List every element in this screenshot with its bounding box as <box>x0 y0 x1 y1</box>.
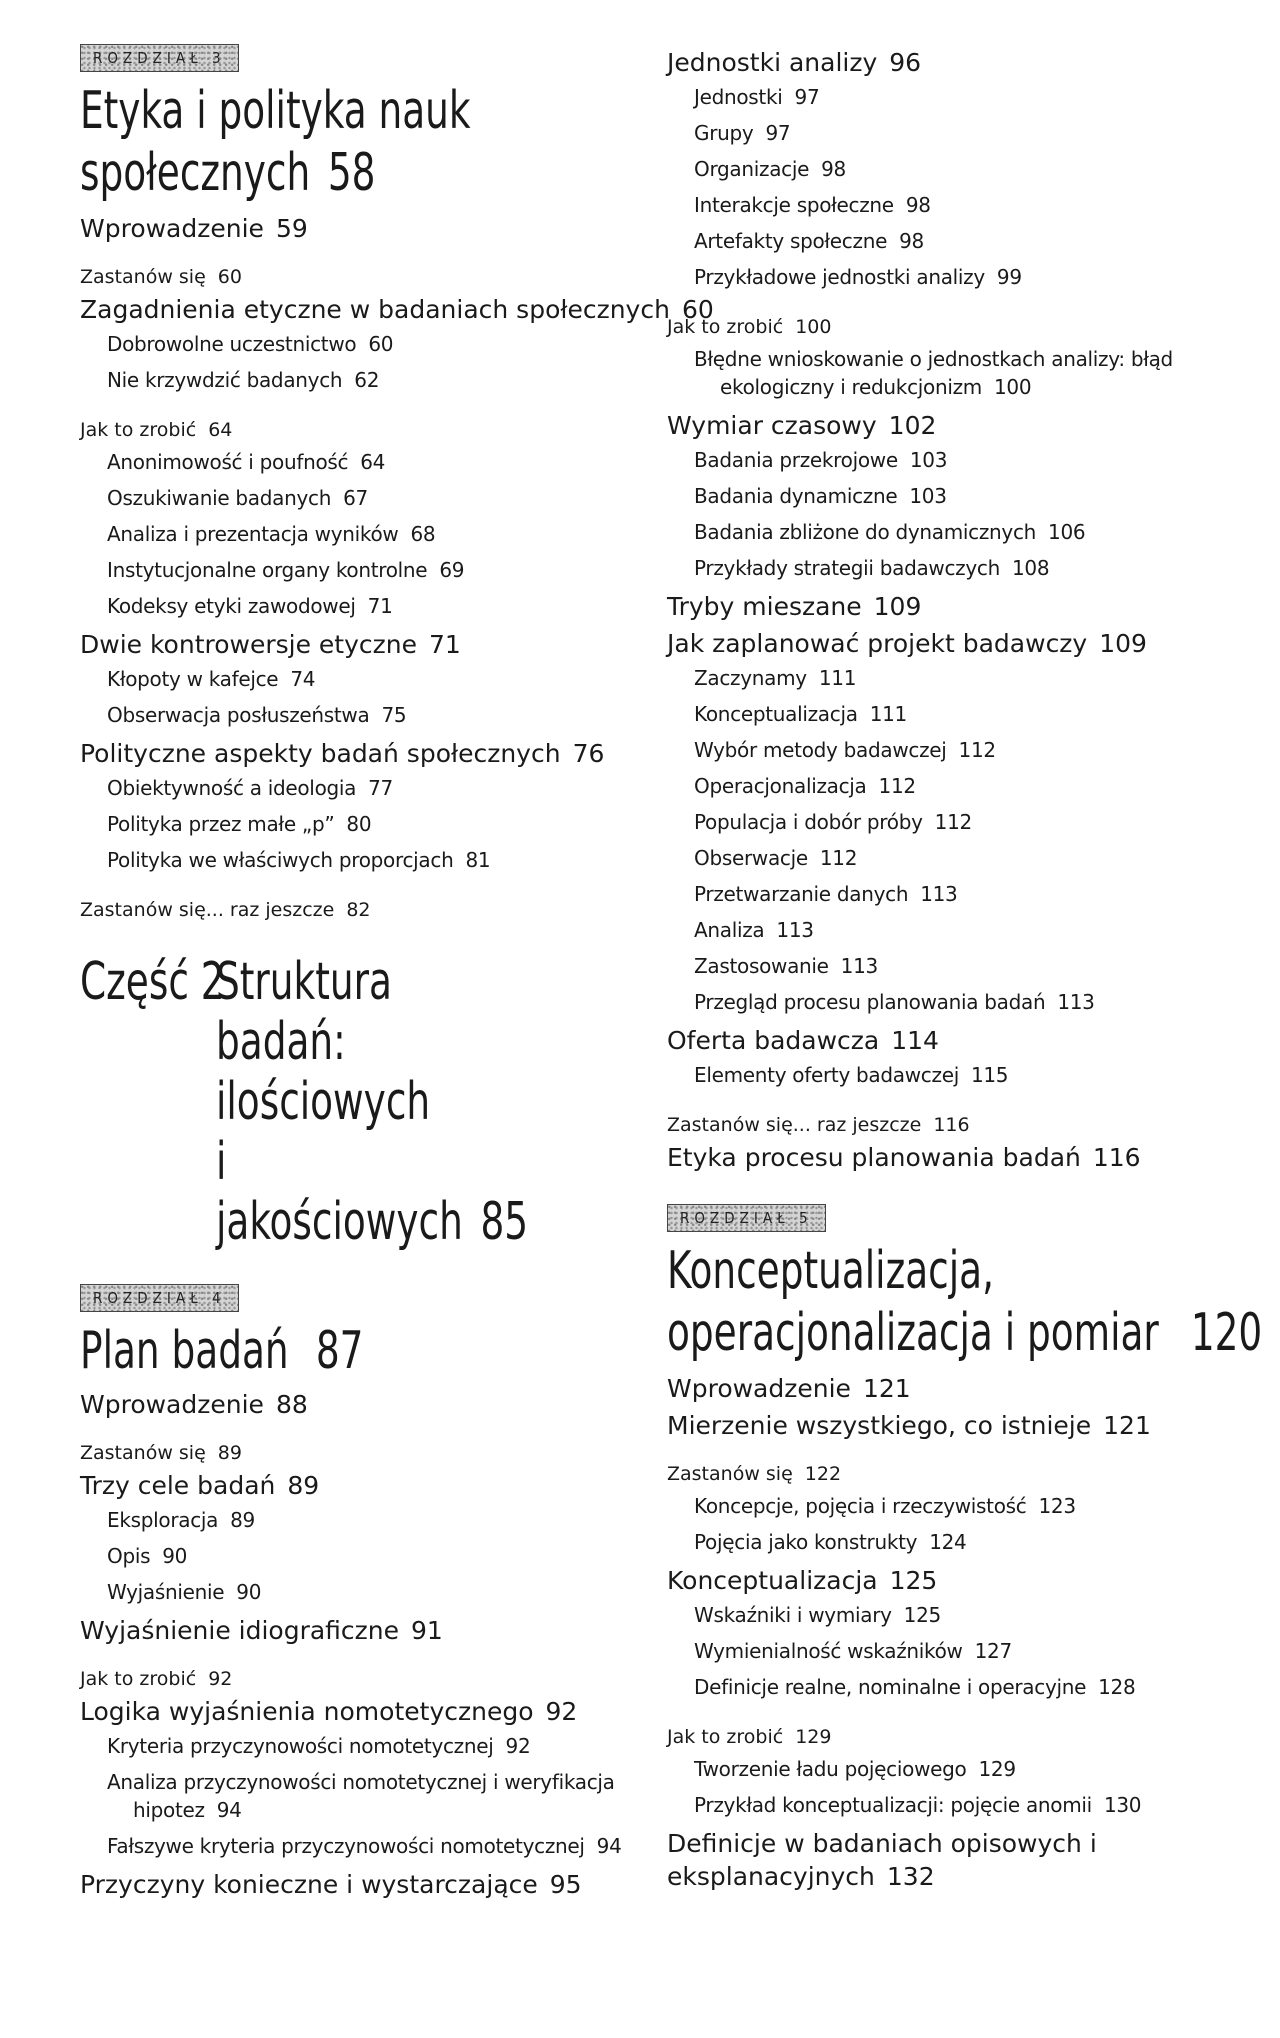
toc-entry-title: Analiza przyczynowości nomotetycznej i weryfikacja hipotez <box>107 1770 615 1822</box>
toc-entry <box>80 588 640 624</box>
toc-entry-title: Operacjonalizacja <box>694 774 867 798</box>
toc-entry <box>667 912 1247 948</box>
toc-entry <box>80 516 640 552</box>
toc-box-entry <box>80 898 640 922</box>
toc-entry-title: Zastanów się <box>80 1442 206 1464</box>
toc-entry-page: 112 <box>819 846 858 870</box>
toc-entry <box>667 1827 1247 1893</box>
toc-entry-title: Wyjaśnienie idiograficzne <box>80 1616 400 1645</box>
toc-entry-title: Opis <box>107 1544 151 1568</box>
toc-entry <box>667 1564 1247 1597</box>
toc-entry-title: Konceptualizacja <box>667 1566 878 1595</box>
toc-entry-page: 109 <box>1099 629 1147 658</box>
toc-entry-page: 130 <box>1103 1793 1142 1817</box>
toc-entry-title: Wymienialność wskaźników <box>694 1639 963 1663</box>
toc-entry <box>80 362 640 398</box>
toc-entry-page: 125 <box>903 1603 941 1627</box>
toc-box-entry <box>80 418 640 442</box>
toc-entry-page: 116 <box>1092 1143 1141 1172</box>
toc-entry-title: Obserwacja posłuszeństwa <box>107 703 370 727</box>
toc-entry <box>80 737 640 770</box>
toc-entry <box>80 1574 640 1610</box>
toc-entry <box>80 1614 640 1647</box>
toc-entry-title: Fałszywe kryteria przyczynowości nomotetycznej <box>107 1834 585 1858</box>
toc-entry-page: 129 <box>795 1726 832 1748</box>
toc-entry <box>80 1502 640 1538</box>
toc-entry-page: 109 <box>873 592 922 621</box>
toc-entry-title: Tryby mieszane <box>667 592 862 621</box>
toc-entry-page: 75 <box>381 703 407 727</box>
toc-entry-title: Zaczynamy <box>694 666 807 690</box>
toc-entry-title: Obiektywność a ideologia <box>107 776 357 800</box>
toc-entry-title: Wymiar czasowy <box>667 411 877 440</box>
toc-box-entry <box>667 1725 1247 1749</box>
toc-entry-page: 71 <box>367 594 393 618</box>
toc-entry-page: 97 <box>794 85 820 109</box>
toc-entry-page: 113 <box>1057 990 1095 1014</box>
toc-entry-page: 69 <box>439 558 465 582</box>
toc-entry-title: Przykład konceptualizacji: pojęcie anomii <box>694 1793 1092 1817</box>
toc-entry-title: Konceptualizacja <box>694 702 858 726</box>
toc-entry <box>667 768 1247 804</box>
chapter-5-title <box>667 1240 1263 1364</box>
toc-entry-page: 121 <box>1103 1411 1151 1440</box>
toc-entry-title: Dwie kontrowersje etyczne <box>80 630 417 659</box>
toc-entry-title: Logika wyjaśnienia nomotetycznego <box>80 1697 534 1726</box>
toc-entry-page: 60 <box>217 266 242 288</box>
toc-entry <box>667 1057 1247 1093</box>
left-column <box>80 0 714 1901</box>
toc-entry-page: 113 <box>776 918 814 942</box>
toc-entry <box>80 1538 640 1574</box>
toc-entry-title: Mierzenie wszystkiego, co istnieje <box>667 1411 1092 1440</box>
toc-entry-page: 97 <box>765 121 791 145</box>
toc-entry-page: 114 <box>891 1026 939 1055</box>
toc-entry <box>667 590 1247 623</box>
toc-entry-page: 76 <box>572 739 605 768</box>
toc-entry-page: 112 <box>934 810 972 834</box>
toc-entry-page: 98 <box>899 229 924 253</box>
part-2-title-line3: i jakościowych <box>216 1132 463 1252</box>
toc-entry-title: Elementy oferty badawczej <box>694 1063 959 1087</box>
toc-entry-title: Interakcje społeczne <box>694 193 894 217</box>
toc-entry-page: 123 <box>1038 1494 1076 1518</box>
toc-entry-page: 77 <box>368 776 393 800</box>
toc-entry-title: Trzy cele badań <box>80 1471 276 1500</box>
part-2-title-line1: Struktura badań: <box>216 952 392 1072</box>
toc-entry-page: 103 <box>909 484 947 508</box>
toc-entry <box>667 1488 1247 1524</box>
chapter-5-title-line2: operacjonalizacja i pomiar <box>667 1303 1159 1363</box>
toc-entry-page: 129 <box>978 1757 1016 1781</box>
toc-box-entry <box>80 1441 640 1465</box>
chapter-3-badge: ROZDZIAŁ 3 <box>80 44 239 72</box>
toc-entry-title: Instytucjonalne organy kontrolne <box>107 558 428 582</box>
toc-entry-page: 112 <box>878 774 916 798</box>
toc-entry-title: Obserwacje <box>694 846 808 870</box>
toc-entry-page: 100 <box>993 375 1032 399</box>
chapter-3-toc <box>80 212 714 922</box>
toc-entry <box>667 1751 1247 1787</box>
toc-entry-page: 67 <box>343 486 368 510</box>
toc-entry-title: Analiza i prezentacja wyników <box>107 522 399 546</box>
toc-entry <box>667 46 1247 79</box>
toc-entry-title: Jak to zrobić <box>667 316 784 338</box>
toc-entry <box>80 1868 640 1901</box>
toc-box-entry <box>667 315 1247 339</box>
toc-entry-page: 92 <box>545 1697 578 1726</box>
toc-entry <box>667 223 1247 259</box>
toc-entry-page: 90 <box>236 1580 262 1604</box>
toc-entry-title: Przegląd procesu planowania badań <box>694 990 1046 1014</box>
toc-entry-page: 92 <box>208 1668 233 1690</box>
toc-entry-title: Koncepcje, pojęcia i rzeczywistość <box>694 1494 1027 1518</box>
toc-entry-title: Przetwarzanie danych <box>694 882 909 906</box>
toc-entry <box>667 341 1247 405</box>
chapter-5-badge: ROZDZIAŁ 5 <box>667 1204 826 1232</box>
toc-box-entry <box>80 265 640 289</box>
toc-entry <box>667 732 1247 768</box>
toc-entry-title: Wskaźniki i wymiary <box>694 1603 892 1627</box>
toc-entry <box>80 1828 640 1864</box>
toc-entry <box>80 1764 640 1828</box>
part-2-page: 85 <box>480 1192 529 1252</box>
toc-entry <box>80 1728 640 1764</box>
toc-entry-page: 112 <box>958 738 996 762</box>
toc-entry-page: 82 <box>346 899 371 921</box>
toc-entry <box>80 1695 640 1728</box>
chapter-4-badge: ROZDZIAŁ 4 <box>80 1284 239 1312</box>
toc-entry-title: Zastanów się <box>80 266 206 288</box>
toc-entry <box>667 840 1247 876</box>
toc-entry-title: Polityka przez małe „p” <box>107 812 335 836</box>
toc-box-entry <box>667 1113 1247 1137</box>
toc-entry-page: 64 <box>208 419 233 441</box>
toc-entry-page: 60 <box>681 295 714 324</box>
chapter-3-title-line1: Etyka i polityka nauk <box>80 81 471 141</box>
toc-entry-title: Jak to zrobić <box>80 419 197 441</box>
toc-entry-title: Jak to zrobić <box>667 1726 784 1748</box>
toc-entry <box>667 660 1247 696</box>
chapter-4-title <box>80 1320 528 1382</box>
toc-entry-title: Badania zbliżone do dynamicznych <box>694 520 1037 544</box>
toc-entry-page: 122 <box>804 1463 842 1485</box>
toc-entry-page: 90 <box>162 1544 188 1568</box>
toc-entry-title: Wprowadzenie <box>80 1390 264 1419</box>
toc-entry-title: Wprowadzenie <box>80 214 264 243</box>
toc-entry <box>667 1409 1247 1442</box>
chapter-3-page: 58 <box>327 143 376 203</box>
toc-entry-page: 99 <box>996 265 1022 289</box>
toc-entry-page: 88 <box>275 1390 308 1419</box>
toc-entry <box>667 259 1247 295</box>
toc-entry-title: Zastosowanie <box>694 954 829 978</box>
toc-entry-title: Polityczne aspekty badań społecznych <box>80 739 561 768</box>
chapter-5-page: 120 <box>1190 1303 1263 1363</box>
toc-entry-page: 62 <box>354 368 380 392</box>
toc-entry-title: Eksploracja <box>107 1508 219 1532</box>
toc-entry-page: 115 <box>970 1063 1009 1087</box>
toc-entry <box>667 1372 1247 1405</box>
toc-entry <box>80 697 640 733</box>
toc-entry <box>80 661 640 697</box>
toc-entry-title: Jak zaplanować projekt badawczy <box>667 629 1088 658</box>
toc-entry-title: Anonimowość i poufność <box>107 450 349 474</box>
toc-entry-page: 81 <box>465 848 491 872</box>
toc-entry-page: 89 <box>287 1471 320 1500</box>
toc-entry <box>80 628 640 661</box>
toc-entry-title: Polityka we właściwych proporcjach <box>107 848 454 872</box>
toc-entry-page: 124 <box>929 1530 967 1554</box>
chapter-4-toc-continued <box>667 46 1247 1174</box>
toc-entry-title: Wyjaśnienie <box>107 1580 225 1604</box>
toc-entry-title: Organizacje <box>694 157 810 181</box>
toc-entry-page: 113 <box>840 954 878 978</box>
toc-entry-title: Zastanów się... raz jeszcze <box>667 1114 922 1136</box>
toc-entry-page: 125 <box>889 1566 938 1595</box>
toc-entry-title: Przykłady strategii badawczych <box>694 556 1000 580</box>
toc-entry-page: 113 <box>920 882 958 906</box>
toc-entry-page: 111 <box>818 666 857 690</box>
toc-entry-title: Nie krzywdzić badanych <box>107 368 343 392</box>
chapter-3-title <box>80 80 528 204</box>
toc-entry <box>667 1597 1247 1633</box>
toc-entry <box>667 984 1247 1020</box>
toc-entry-page: 116 <box>933 1114 970 1136</box>
toc-entry-title: Artefakty społeczne <box>694 229 888 253</box>
toc-entry-page: 68 <box>410 522 436 546</box>
toc-entry <box>667 627 1247 660</box>
chapter-3-title-line2: społecznych <box>80 143 311 203</box>
toc-entry <box>667 409 1247 442</box>
toc-entry <box>80 1469 640 1502</box>
part-2-title-line2: ilościowych <box>216 1072 431 1132</box>
toc-entry-page: 89 <box>230 1508 255 1532</box>
toc-entry-page: 111 <box>869 702 907 726</box>
toc-entry-title: Tworzenie ładu pojęciowego <box>694 1757 967 1781</box>
toc-entry-title: Badania przekrojowe <box>694 448 898 472</box>
toc-entry-title: Dobrowolne uczestnictwo <box>107 332 357 356</box>
toc-entry-page: 103 <box>909 448 948 472</box>
toc-entry-page: 94 <box>596 1834 622 1858</box>
toc-entry-title: Błędne wnioskowanie o jednostkach analizy: błąd ekologiczny i redukcjonizm <box>694 347 1173 399</box>
toc-entry-title: Pojęcia jako konstrukty <box>694 1530 918 1554</box>
toc-entry <box>667 79 1247 115</box>
toc-entry <box>667 1787 1247 1823</box>
toc-entry-page: 92 <box>505 1734 531 1758</box>
toc-box-entry <box>80 1667 640 1691</box>
toc-entry-page: 98 <box>821 157 846 181</box>
toc-entry-title: Etyka procesu planowania badań <box>667 1143 1081 1172</box>
toc-entry-page: 95 <box>549 1870 582 1899</box>
toc-entry-page: 60 <box>368 332 394 356</box>
toc-entry-title: Oferta badawcza <box>667 1026 880 1055</box>
toc-entry <box>667 1024 1247 1057</box>
toc-entry <box>667 1633 1247 1669</box>
toc-entry-title: Jednostki <box>694 85 783 109</box>
toc-entry-page: 132 <box>886 1862 935 1891</box>
toc-entry <box>667 948 1247 984</box>
part-2-heading <box>80 952 528 1252</box>
toc-entry <box>80 770 640 806</box>
toc-entry-page: 64 <box>360 450 386 474</box>
toc-entry <box>80 293 714 326</box>
toc-entry-page: 102 <box>888 411 937 440</box>
toc-entry-title: Kodeksy etyki zawodowej <box>107 594 356 618</box>
toc-entry <box>667 696 1247 732</box>
toc-entry-title: Przykładowe jednostki analizy <box>694 265 985 289</box>
toc-entry-page: 96 <box>889 48 922 77</box>
toc-entry <box>667 151 1247 187</box>
toc-entry <box>80 444 640 480</box>
toc-entry-title: Jak to zrobić <box>80 1668 197 1690</box>
toc-entry-page: 94 <box>216 1798 242 1822</box>
toc-entry <box>667 1524 1247 1560</box>
right-column <box>667 0 1263 1893</box>
toc-entry <box>80 480 640 516</box>
toc-entry-title: Badania dynamiczne <box>694 484 898 508</box>
toc-entry-title: Zastanów się <box>667 1463 793 1485</box>
toc-entry-title: Jednostki analizy <box>667 48 878 77</box>
toc-entry-page: 108 <box>1012 556 1050 580</box>
toc-entry-page: 74 <box>290 667 316 691</box>
toc-entry-title: Zagadnienia etyczne w badaniach społecznych <box>80 295 670 324</box>
toc-entry-page: 89 <box>217 1442 242 1464</box>
toc-entry <box>667 514 1247 550</box>
toc-entry <box>80 1388 640 1421</box>
toc-entry-page: 98 <box>905 193 931 217</box>
toc-entry <box>80 842 640 878</box>
chapter-4-toc <box>80 1388 640 1901</box>
toc-entry-title: Wprowadzenie <box>667 1374 851 1403</box>
toc-entry <box>667 550 1247 586</box>
toc-entry-page: 127 <box>974 1639 1012 1663</box>
toc-entry <box>80 806 640 842</box>
toc-entry-page: 128 <box>1098 1675 1136 1699</box>
toc-entry-title: Oszukiwanie badanych <box>107 486 332 510</box>
toc-entry <box>667 115 1247 151</box>
toc-entry <box>667 1141 1247 1174</box>
toc-entry <box>667 1669 1247 1705</box>
toc-entry-page: 71 <box>429 630 461 659</box>
toc-entry <box>80 326 640 362</box>
toc-entry-title: Przyczyny konieczne i wystarczające <box>80 1870 538 1899</box>
chapter-4-page: 87 <box>315 1321 364 1381</box>
toc-entry-title: Wybór metody badawczej <box>694 738 947 762</box>
toc-entry <box>667 876 1247 912</box>
toc-entry-page: 121 <box>862 1374 911 1403</box>
toc-entry-title: Definicje w badaniach opisowych i eksplanacyjnych <box>667 1829 1097 1891</box>
toc-entry <box>667 187 1247 223</box>
toc-entry-page: 106 <box>1048 520 1086 544</box>
toc-entry-title: Definicje realne, nominalne i operacyjne <box>694 1675 1087 1699</box>
toc-entry-title: Kryteria przyczynowości nomotetycznej <box>107 1734 494 1758</box>
toc-entry <box>667 478 1247 514</box>
toc-entry-title: Grupy <box>694 121 754 145</box>
toc-entry <box>80 552 640 588</box>
toc-entry-title: Populacja i dobór próby <box>694 810 923 834</box>
toc-entry <box>80 212 640 245</box>
toc-entry-title: Kłopoty w kafejce <box>107 667 279 691</box>
toc-entry-title: Analiza <box>694 918 765 942</box>
chapter-5-toc <box>667 1372 1247 1893</box>
toc-box-entry <box>667 1462 1247 1486</box>
toc-entry-page: 80 <box>346 812 372 836</box>
toc-entry-page: 91 <box>411 1616 443 1645</box>
chapter-5-title-line1: Konceptualizacja, <box>667 1241 994 1301</box>
part-2-label: Część 2 <box>80 952 225 1012</box>
chapter-4-title-text: Plan badań <box>80 1321 289 1381</box>
toc-entry-page: 100 <box>795 316 832 338</box>
toc-entry-page: 59 <box>275 214 308 243</box>
toc-entry <box>667 442 1247 478</box>
toc-entry-title: Zastanów się... raz jeszcze <box>80 899 335 921</box>
toc-entry <box>667 804 1247 840</box>
